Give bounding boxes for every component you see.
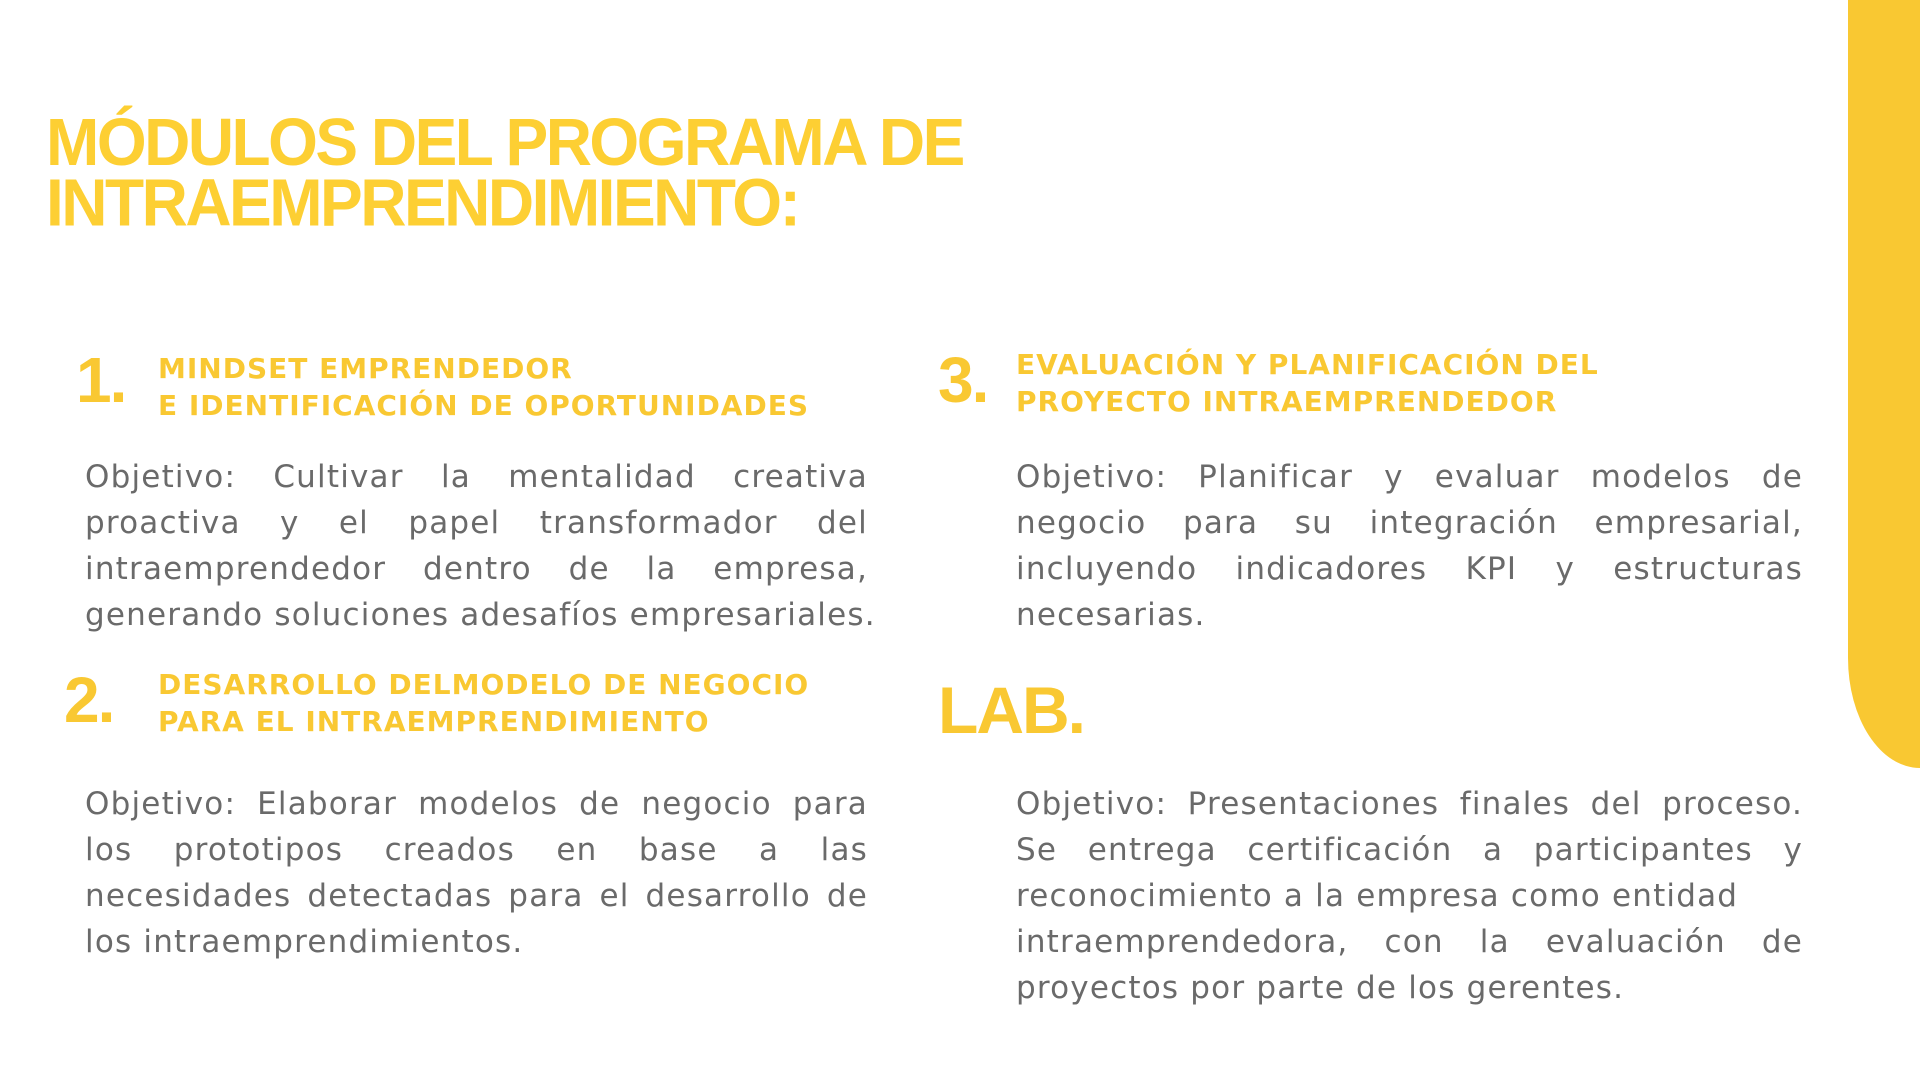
module-2-objective-line-2: los prototipos creados en base a las	[85, 832, 868, 868]
module-2-title	[158, 666, 809, 740]
module-2-objective-line-4: los intraemprendimientos.	[85, 924, 524, 960]
module-1-title-line-2: E IDENTIFICACIÓN DE OPORTUNIDADES	[158, 389, 810, 422]
module-3-objective-line-3: incluyendo indicadores KPI y estructuras	[1016, 551, 1803, 587]
module-2-number: 2.	[64, 664, 114, 736]
module-3-title	[1016, 346, 1599, 420]
module-1-objective-line-1: Objetivo: Cultivar la mentalidad creativa	[85, 459, 868, 495]
module-2-objective-line-1: Objetivo: Elaborar modelos de negocio para	[85, 786, 868, 822]
module-3-title-line-2: PROYECTO INTRAEMPRENDEDOR	[1016, 385, 1558, 418]
lab-objective-line-4: intraemprendedora, con la evaluación de	[1016, 924, 1803, 960]
lab-objective-line-1: Objetivo: Presentaciones finales del proceso.	[1016, 786, 1803, 822]
lab-objective	[1016, 781, 1803, 1011]
module-1-objective-line-4: generando soluciones adesafíos empresariales.	[85, 597, 876, 633]
module-3-objective	[1016, 454, 1803, 638]
module-1-objective-line-3: intraemprendedor dentro de la empresa,	[85, 551, 868, 587]
module-2-objective-line-3: necesidades detectadas para el desarrollo de	[85, 878, 868, 914]
page-title-line-2: INTRAEMPRENDIMIENTO:	[46, 165, 799, 240]
lab-objective-line-2: Se entrega certificación a participantes y	[1016, 832, 1803, 868]
module-1-title-line-1: MINDSET EMPRENDEDOR	[158, 352, 573, 385]
lab-heading: LAB.	[938, 673, 1084, 747]
accent-side-bar	[1848, 0, 1920, 768]
module-3-objective-line-1: Objetivo: Planificar y evaluar modelos de	[1016, 459, 1803, 495]
module-3-title-line-1: EVALUACIÓN Y PLANIFICACIÓN DEL	[1016, 348, 1599, 381]
module-2-title-line-2: PARA EL INTRAEMPRENDIMIENTO	[158, 705, 710, 738]
lab-objective-line-5: proyectos por parte de los gerentes.	[1016, 970, 1625, 1006]
module-2-objective	[85, 781, 868, 965]
module-1-objective-line-2: proactiva y el papel transformador del	[85, 505, 868, 541]
lab-objective-line-3: reconocimiento a la empresa como entidad	[1016, 878, 1739, 914]
module-3-number: 3.	[938, 344, 988, 416]
module-1-title	[158, 350, 809, 424]
module-2-title-line-1: DESARROLLO DELMODELO DE NEGOCIO	[158, 668, 810, 701]
page-title	[46, 104, 963, 240]
module-1-objective	[85, 454, 876, 638]
page-title-line-1: MÓDULOS DEL PROGRAMA DE	[46, 104, 963, 180]
module-3-objective-line-2: negocio para su integración empresarial,	[1016, 505, 1803, 541]
module-1-number: 1.	[76, 344, 126, 416]
module-3-objective-line-4: necesarias.	[1016, 597, 1206, 633]
